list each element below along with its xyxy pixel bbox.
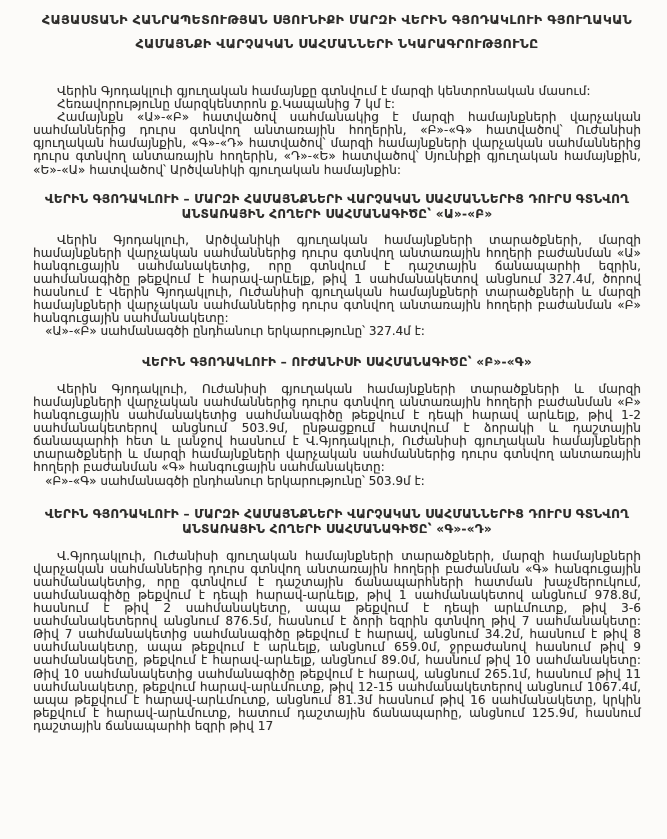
- section-bg-length-note: «Բ»-«Գ» սահմանագծի ընդհանուր երկարությունը՝ 503.9մ է:: [45, 473, 425, 488]
- section-ab-length-note: «Ա»-«Բ» սահմանագծի ընդհանուր երկարությունը՝ 327.4մ է:: [45, 324, 425, 339]
- section-ab-heading: ՎԵՐԻՆ ԳՅՈԴԱԿԼՈՒԻ – ՄԱՐԶԻ ՀԱՄԱՅՆՔՆԵՐԻ ՎԱՐՉԱԿԱՆ ՍԱՀՄԱՆՆԵՐԻՑ ԴՈՒՐՍ ԳՏՆՎՈՂ ԱՆՏԱՌԱՅԻՆ ՀՈՂԵՐԻ ՍԱՀՄԱՆԱԳԻԾԸ՝ «Ա»-«Բ»: [44, 191, 630, 222]
- document-title-line1: ՀԱՅԱՍՏԱՆԻ ՀԱՆՐԱՊԵՏՈՒԹՅԱՆ ՍՅՈՒՆԻՔԻ ՄԱՐԶԻ ՎԵՐԻՆ ԳՅՈԴԱԿԼՈՒԻ ԳՅՈՒՂԱԿԱՆ: [41, 12, 633, 27]
- document-title: [33, 8, 641, 56]
- section-gd-description: Վ.Գյոդակլուի, Ուժանիսի գյուղական համայնքների տարածքների, մարզի համայնքների վարչական սահմաններից դուրս գտնվող անտառային հողերի բաժանման «Գ» հանգուցային սահմանակետից, որը գտնվում է դաշտային ճանապարհների հատման խաչմերուկում, սահմանագիծը թեքվում է դեպի հարավ-արևելք, թիվ 1 սահմանակետով անցնում 978.8մ, հասնում է թիվ 2 սահմանակետը, ապա թեքվում է դեպի արևմուտք, թիվ 3-6 սահմանակետերով անցնում 876.5մ, հասնում է ձորի եզրին գտնվող թիվ 7 սահմանակետը: Թիվ 7 սահմանակետից սահմանագիծը թեքվում է հարավ, անցնում 34.2մ, հասնում է թիվ 8 սահմանակետը, ապա թեքվում է արևելք, անցնում 659.0մ, ջրբաժանով հասնում թիվ 9 սահմանակետը, թեքվում է հարավ-արևելք, անցնում 89.0մ, հասնում թիվ 10 սահմանակետը: Թիվ 10 սահմանակետից սահմանագիծը թեքվում է հարավ, անցնում 265.1մ, հասնում թիվ 11 սահմանակետը, թեքվում հարավ-արևմուտք, թիվ 12-15 սահմանակետերով անցնում 1067.4մ, ապա թեքվում է հարավ-արևմուտք, անցնում 81.3մ հասնում թիվ 16 սահմանակետը, կրկին թեքվում է հարավ-արևմուտք, հատում դաշտային ճանապարհը, անցնում 125.9մ, հասնում դաշտային ճանապարհի եզրի թիվ 17: [33, 548, 641, 733]
- intro-adjacency-paragraph: Համայնքն «Ա»-«Բ» հատվածով սահմանակից է մարզի համայնքների վարչական սահմաններից դուրս գտնվող անտառային հողերին, «Բ»-«Գ» հատվածով՝ Ուժանիսի գյուղական համայնքին, «Գ»-«Դ» հատվածով՝ մարզի համայնքների վարչական սահմաններից դուրս գտնվող անտառային հողերին, «Դ»-«Ե» հատվածով՝ Սյունիքի գյուղական համայնքին, «Ե»-«Ա» հատվածով՝ Արծվանիկի գյուղական համայնքին:: [33, 110, 641, 177]
- section-ab-description: Վերին Գյոդակլուի, Արծվանիկի գյուղական համայնքների տարածքների, մարզի համայնքների վարչական սահմաններից դուրս գտնվող անտառային հողերի բաժանման «Ա» հանգուցային սահմանակետից, որը գտնվում է դաշտային ճանապարհի եզրին, սահմանագիծը թեքվում է հարավ-արևելք, թիվ 1 սահմանակետով անցնում 327.4մ, ծորով հասնում է Վերին Գյոդակլուի, Ուժանիսի գյուղական համայնքների տարածքների և մարզի համայնքների վարչական սահմաններից դուրս գտնվող անտառային հողերի բաժանման «Բ» հանգուցային սահմանակետը:: [33, 232, 641, 326]
- section-bg-heading: ՎԵՐԻՆ ԳՅՈԴԱԿԼՈՒԻ – ՈՒԺԱՆԻՍԻ ՍԱՀՄԱՆԱԳԻԾԸ՝ «Բ»-«Գ»: [142, 355, 532, 370]
- intro-distance-paragraph: Հեռավորությունը մարզկենտրոն ք.Կապանից 7 կմ է:: [57, 97, 396, 112]
- section-bg-description: Վերին Գյոդակլուի, Ուժանիսի գյուղական համայնքների տարածքների և մարզի համայնքների վարչական սահմաններից դուրս գտնվող անտառային հողերի բաժանման «Բ» հանգուցային սահմանակետից սահմանագիծը թեքվում է դեպի հարավ արևելք, թիվ 1-2 սահմանակետերով անցնում 503.9մ, ընթացքում հատվում է ձորակի և դաշտային ճանապարհի հետ և լանջով հասնում է Վ.Գյոդակլուի, Ուժանիսի գյուղական համայնքների տարածքների և մարզի համայնքների վարչական սահմաններից դուրս գտնվող անտառային հողերի բաժանման «Գ» հանգուցային սահմանակետը:: [33, 381, 641, 475]
- section-gd-heading: ՎԵՐԻՆ ԳՅՈԴԱԿԼՈՒԻ – ՄԱՐԶԻ ՀԱՄԱՅՆՔՆԵՐԻ ՎԱՐՉԱԿԱՆ ՍԱՀՄԱՆՆԵՐԻՑ ԴՈՒՐՍ ԳՏՆՎՈՂ ԱՆՏԱՌԱՅԻՆ ՀՈՂԵՐԻ ՍԱՀՄԱՆԱԳԻԾԸ՝ «Գ»-«Դ»: [44, 506, 630, 537]
- document-title-line2: ՀԱՄԱՅՆՔԻ ՎԱՐՉԱԿԱՆ ՍԱՀՄԱՆՆԵՐԻ ՆԿԱՐԱԳՐՈՒԹՅՈՒՆԸ: [135, 36, 539, 51]
- intro-location-paragraph: Վերին Գյոդակլուի գյուղական համայնքը գտնվում է մարզի կենտրոնական մասում:: [57, 84, 591, 98]
